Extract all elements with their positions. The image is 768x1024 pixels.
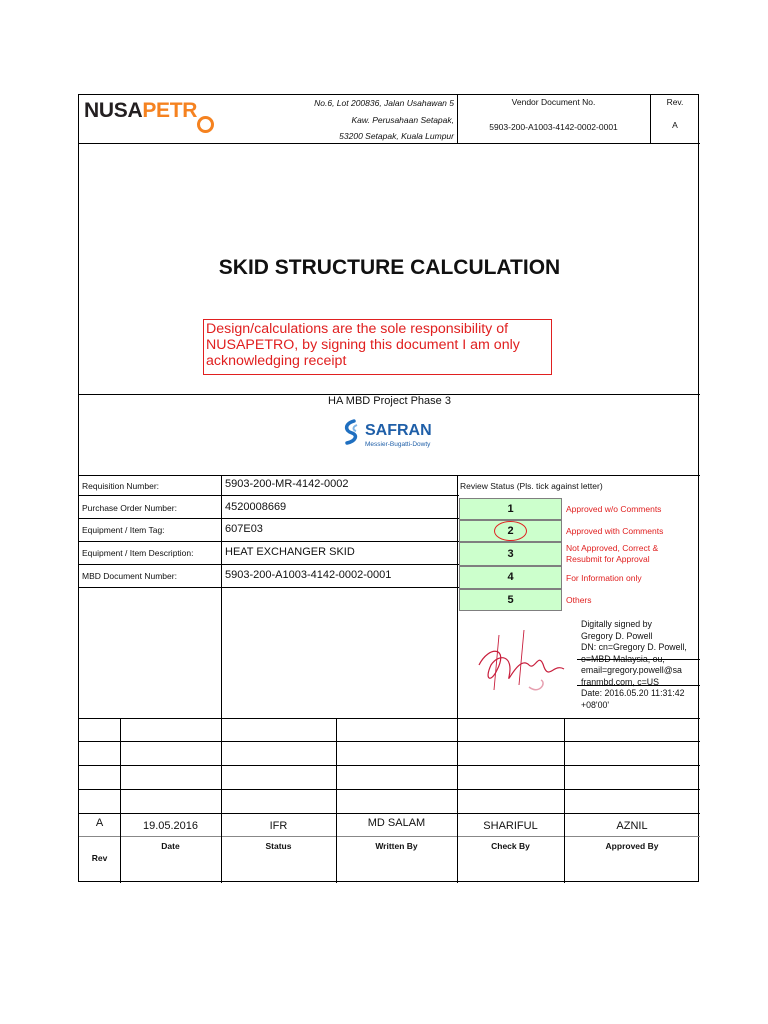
- item-tag-label: Equipment / Item Tag:: [82, 525, 165, 535]
- review-option-3[interactable]: 3: [459, 542, 562, 566]
- review-option-4-text: For Information only: [566, 573, 642, 583]
- address-line-3: 53200 Setapak, Kuala Lumpur: [339, 131, 454, 141]
- item-description-value: HEAT EXCHANGER SKID: [225, 546, 355, 558]
- rev-cell: A: [95, 817, 104, 829]
- responsibility-notice: Design/calculations are the sole responsibility of NUSAPETRO, by signing this document I am only acknowledging receipt: [203, 319, 552, 375]
- review-option-3-text: Not Approved, Correct & Resubmit for Approval: [566, 543, 659, 564]
- check-by-cell: SHARIFUL: [483, 820, 538, 832]
- review-status-header: Review Status (Pls. tick against letter): [460, 481, 603, 491]
- nusapetro-logo: NUSAPETR: [84, 99, 214, 133]
- date-header: Date: [161, 841, 180, 851]
- selected-circle-mark: [494, 521, 527, 541]
- project-name: HA MBD Project Phase 3: [328, 395, 451, 407]
- status-cell: IFR: [269, 820, 288, 832]
- date-cell: 19.05.2016: [142, 820, 199, 832]
- review-option-5[interactable]: 5: [459, 589, 562, 611]
- approved-by-cell: AZNIL: [616, 820, 648, 832]
- logo-drop-o: [197, 116, 214, 133]
- digital-signature: Digitally signed by Gregory D. Powell DN: cn=Gregory D. Powell, o=MBD Malaysia, ou, email=gregory.powell@sa franmbd.com, c=US Date: 2016.05.20 11:31:42 +08'00': [581, 619, 687, 710]
- purchase-order-value: 4520008669: [225, 501, 287, 513]
- rev-label: Rev.: [666, 97, 684, 107]
- document-title: SKID STRUCTURE CALCULATION: [218, 256, 561, 279]
- rev-value: A: [672, 120, 678, 130]
- status-header: Status: [265, 841, 292, 851]
- safran-logo: [342, 418, 442, 455]
- review-option-5-text: Others: [566, 595, 592, 605]
- address-line-1: No.6, Lot 200836, Jalan Usahawan 5: [314, 98, 454, 108]
- written-by-header: Written By: [375, 841, 418, 851]
- vendor-doc-label: Vendor Document No.: [511, 97, 596, 107]
- safran-subtitle: Messier-Bugatti-Dowty: [365, 441, 431, 448]
- vendor-doc-value: 5903-200-A1003-4142-0002-0001: [489, 122, 618, 132]
- written-by-cell: MD SALAM: [367, 817, 426, 829]
- safran-name: SAFRAN: [365, 422, 432, 439]
- safran-mark-icon: [342, 418, 442, 450]
- review-option-1-text: Approved w/o Comments: [566, 504, 662, 514]
- check-by-header: Check By: [491, 841, 530, 851]
- mbd-doc-value: 5903-200-A1003-4142-0002-0001: [225, 569, 392, 581]
- document-sheet: [78, 94, 699, 882]
- address-line-2: Kaw. Perusahaan Setapak,: [351, 115, 454, 125]
- requisition-label: Requisition Number:: [82, 481, 160, 491]
- review-option-2[interactable]: 2: [459, 520, 562, 542]
- handwritten-signature-icon: [469, 625, 579, 695]
- rev-header: Rev: [91, 853, 108, 863]
- purchase-order-label: Purchase Order Number:: [82, 503, 177, 513]
- review-option-2-text: Approved with Comments: [566, 526, 664, 536]
- item-description-label: Equipment / Item Description:: [82, 548, 194, 558]
- item-tag-value: 607E03: [225, 523, 263, 535]
- approved-by-header: Approved By: [605, 841, 659, 851]
- requisition-value: 5903-200-MR-4142-0002: [225, 478, 349, 490]
- mbd-doc-label: MBD Document Number:: [82, 571, 177, 581]
- review-option-4[interactable]: 4: [459, 566, 562, 589]
- review-option-1[interactable]: 1: [459, 498, 562, 520]
